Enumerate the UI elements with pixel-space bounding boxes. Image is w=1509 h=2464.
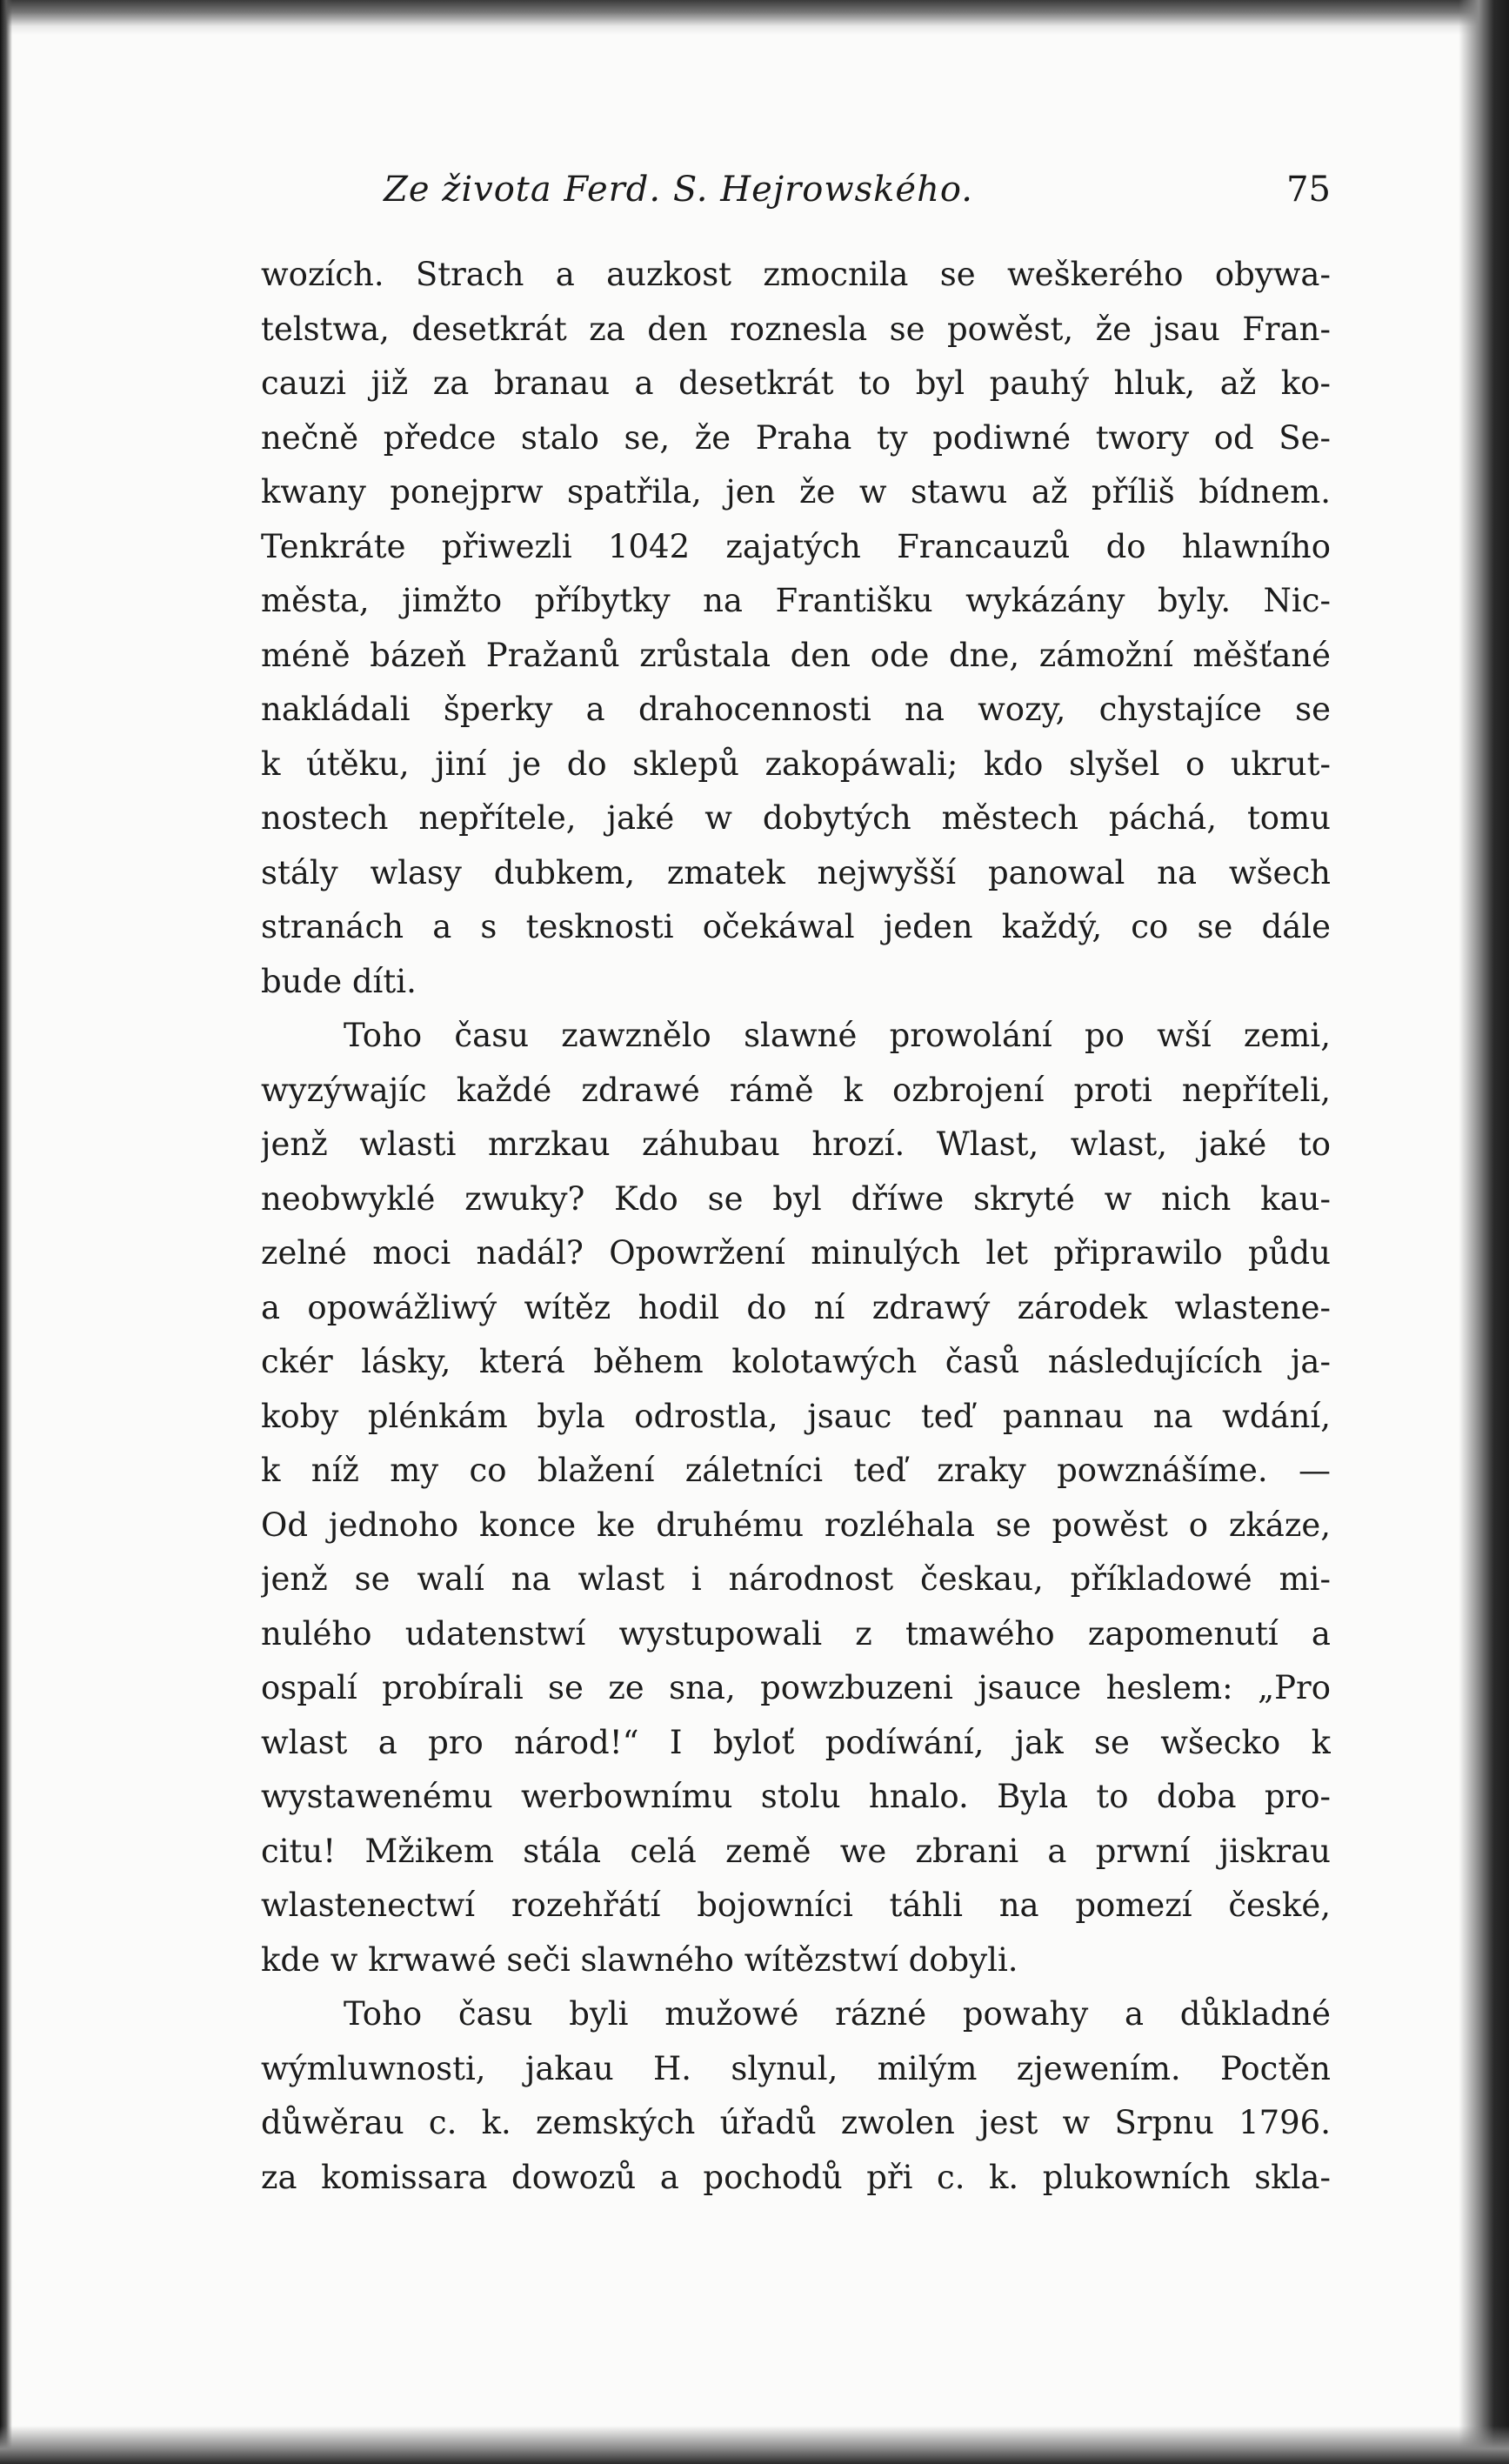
text-line: Toho času byli mužowé rázné powahy a důkladné (344, 1995, 1331, 2033)
text-line: citu! Mžikem stála celá země we zbrani a prwní jiskrau (261, 1832, 1331, 1870)
text-line: Tenkráte přiwezli 1042 zajatých Francauzů do hlawního (261, 527, 1331, 565)
text-line: wyzýwajíc každé zdrawé rámě k ozbrojení proti nepříteli, (261, 1071, 1331, 1109)
text-line: ospalí probírali se ze sna, powzbuzeni jsauce heslem: „Pro (261, 1669, 1331, 1706)
scan-edge-right (1459, 0, 1509, 2464)
text-line: méně bázeň Pražanů zrůstala den ode dne, zámožní měšťané (261, 636, 1331, 674)
text-line: neobwyklé zwuky? Kdo se byl dříwe skryté w nich kau- (261, 1179, 1331, 1218)
text-line: zelné moci nadál? Opowržení minulých let připrawilo půdu (261, 1234, 1331, 1272)
text-line: jenž se walí na wlast i národnost českau, příkladowé mi- (261, 1560, 1331, 1598)
text-line: nečně předce stalo se, že Praha ty podiwné twory od Se- (261, 418, 1331, 457)
text-line: wozích. Strach a auzkost zmocnila se weškerého obywa- (261, 256, 1331, 293)
page-header (261, 170, 1331, 222)
text-line: stranách a s tesknosti očekáwal jeden každý, co se dále (261, 908, 1331, 945)
text-line: města, jimžto příbytky na Františku wykázány byly. Nic- (261, 582, 1331, 619)
text-line: Toho času zawznělo slawné prowolání po wší zemi, (344, 1017, 1331, 1054)
text-line: telstwa, desetkrát za den roznesla se powěst, že jsau Fran- (261, 310, 1331, 348)
text-line: k níž my co blažení záletníci teď zraky powznášíme. — (261, 1452, 1331, 1489)
body-text (261, 248, 1331, 2205)
text-line: Od jednoho konce ke druhému rozléhala se powěst o zkáze, (261, 1506, 1331, 1544)
text-line: jenž wlasti mrzkau záhubau hrozí. Wlast, wlast, jaké to (261, 1125, 1331, 1163)
text-line: ckér lásky, která během kolotawých časů následujících ja- (261, 1343, 1331, 1380)
text-line: nostech nepřítele, jaké w dobytých městech páchá, tomu (261, 799, 1331, 837)
text-line: wlastenectwí rozehřátí bojowníci táhli na pomezí české, (261, 1886, 1331, 1924)
text-line: nulého udatenstwí wystupowali z tmawého zapomenutí a (261, 1614, 1331, 1653)
page-number: 75 (1286, 170, 1331, 210)
text-line: stály wlasy dubkem, zmatek nejwyšší panowal na wšech (261, 853, 1331, 891)
text-line: wýmluwnosti, jakau H. slynul, milým zjewením. Poctěn (261, 2049, 1331, 2087)
scan-edge-bottom (0, 2426, 1509, 2464)
text-line: wystawenému werbownímu stolu hnalo. Byla to doba pro- (261, 1778, 1331, 1815)
text-line: a opowážliwý wítěz hodil do ní zdrawý zárodek wlastene- (261, 1288, 1331, 1326)
text-line: wlast a pro národ!“ I byloť podíwání, jak se wšecko k (261, 1723, 1331, 1761)
text-line: k útěku, jiní je do sklepů zakopáwali; kdo slyšel o ukrut- (261, 745, 1331, 783)
text-line: kde w krwawé seči slawného wítězstwí dobyli. (261, 1940, 1018, 1979)
text-line: kwany ponejprw spatřila, jen že w stawu až příliš bídnem. (261, 473, 1331, 511)
text-line: za komissara dowozů a pochodů při c. k. plukowních skla- (261, 2158, 1331, 2196)
running-title: Ze života Ferd. S. Hejrowského. (384, 170, 973, 210)
scan-edge-top (0, 0, 1509, 35)
text-line: nakládali šperky a drahocennosti na wozy, chystajíce se (261, 691, 1331, 728)
scan-edge-left (0, 0, 12, 2464)
text-line: bude díti. (261, 962, 417, 1000)
text-line: koby plénkám byla odrostla, jsauc teď pannau na wdání, (261, 1397, 1331, 1435)
text-line: důwěrau c. k. zemských úřadů zwolen jest w Srpnu 1796. (261, 2104, 1331, 2141)
text-line: cauzi již za branau a desetkrát to byl pauhý hluk, až ko- (261, 364, 1331, 402)
